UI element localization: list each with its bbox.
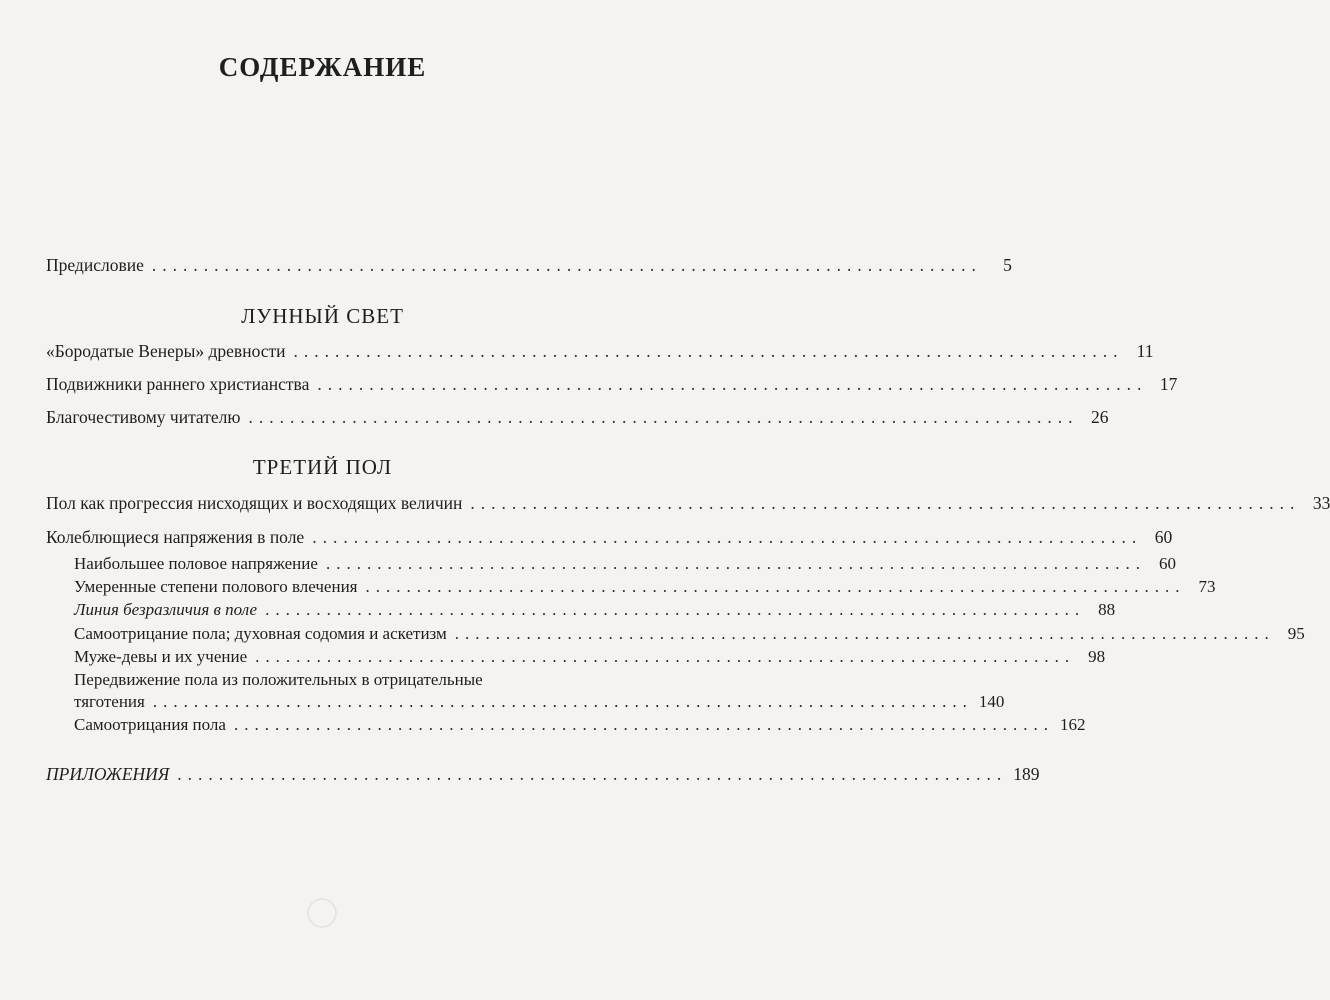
toc-subentry[interactable]	[74, 714, 1086, 736]
page-title: СОДЕРЖАНИЕ	[218, 52, 427, 82]
leader-dots: ................................................................................	[317, 374, 1148, 394]
toc-subentry-label: Наибольшее половое напряжение	[74, 554, 318, 573]
toc-subentry[interactable]	[74, 599, 1116, 621]
toc-subentry-multiline[interactable]	[74, 669, 1005, 713]
toc-page-number: 98	[1088, 647, 1106, 666]
section-heading-lunnyi-svet: ЛУННЫЙ СВЕТ	[241, 304, 404, 328]
toc-subentry-label: Муже-девы и их учение	[74, 647, 248, 666]
toc-subentry[interactable]	[74, 576, 1216, 598]
toc-subentry-label: Самоотрицания пола	[74, 715, 226, 734]
section-heading-tretii-pol: ТРЕТИЙ ПОЛ	[252, 455, 393, 479]
toc-subentry[interactable]	[74, 553, 1176, 575]
toc-entry[interactable]	[46, 340, 1154, 362]
toc-subentry[interactable]	[74, 623, 1305, 645]
toc-subentry-label-line2: тяготения	[74, 692, 145, 711]
toc-page-number: 33	[1312, 493, 1330, 513]
toc-entry-label: ПРИЛОЖЕНИЯ	[46, 764, 170, 784]
leader-dots: ................................................................................	[255, 647, 1076, 666]
toc-page-number: 5	[1003, 255, 1012, 275]
leader-dots: ................................................................................	[454, 624, 1275, 643]
toc-entry-appendix[interactable]	[46, 763, 1040, 785]
toc-entry-label: Пол как прогрессия нисходящих и восходящих величин	[46, 493, 463, 513]
leader-dots: ................................................................................	[177, 764, 1008, 784]
toc-subentry-label: Линия безразличия в поле	[74, 600, 258, 619]
leader-dots: ................................................................................	[312, 527, 1143, 547]
toc-page-number: 189	[1013, 764, 1040, 784]
toc-entry[interactable]	[46, 406, 1109, 428]
toc-page-number: 95	[1287, 624, 1305, 643]
toc-entry-label: Предисловие	[46, 255, 144, 275]
toc-entry[interactable]	[46, 526, 1173, 548]
toc-page-number: 17	[1159, 374, 1178, 394]
toc-page-number: 140	[978, 692, 1005, 711]
toc-page-number: 60	[1154, 527, 1173, 547]
leader-dots: ................................................................................	[470, 493, 1301, 513]
toc-entry-preface[interactable]	[46, 254, 1012, 276]
toc-entry-label: Благочестивому читателю	[46, 407, 241, 427]
toc-page-number: 73	[1198, 577, 1216, 596]
toc-page-number: 162	[1059, 715, 1086, 734]
toc-page-number: 26	[1090, 407, 1109, 427]
leader-dots: ................................................................................	[248, 407, 1079, 427]
toc-entry-label: «Бородатые Венеры» древности	[46, 341, 286, 361]
leader-dots: ................................................................................	[293, 341, 1124, 361]
toc-entry-label: Колеблющиеся напряжения в поле	[46, 527, 305, 547]
toc-entry-label: Подвижники раннего христианства	[46, 374, 310, 394]
toc-subentry-label: Самоотрицание пола; духовная содомия и аскетизм	[74, 624, 447, 643]
leader-dots: ................................................................................	[152, 692, 973, 711]
leader-dots: ................................................................................	[325, 554, 1146, 573]
leader-dots: ................................................................................	[365, 577, 1186, 596]
toc-entry[interactable]	[46, 492, 1330, 514]
toc-page-number: 88	[1098, 600, 1116, 619]
toc-page-number: 11	[1136, 341, 1154, 361]
leader-dots: ................................................................................	[233, 715, 1054, 734]
leader-dots: ................................................................................	[151, 255, 982, 275]
toc-subentry-label-line1: Передвижение пола из положительных в отрицательные	[74, 670, 483, 689]
toc-subentry-label: Умеренные степени полового влечения	[74, 577, 358, 596]
toc-page-number: 60	[1158, 554, 1176, 573]
toc-entry[interactable]	[46, 373, 1178, 395]
leader-dots: ................................................................................	[265, 600, 1086, 619]
toc-subentry[interactable]	[74, 646, 1106, 668]
